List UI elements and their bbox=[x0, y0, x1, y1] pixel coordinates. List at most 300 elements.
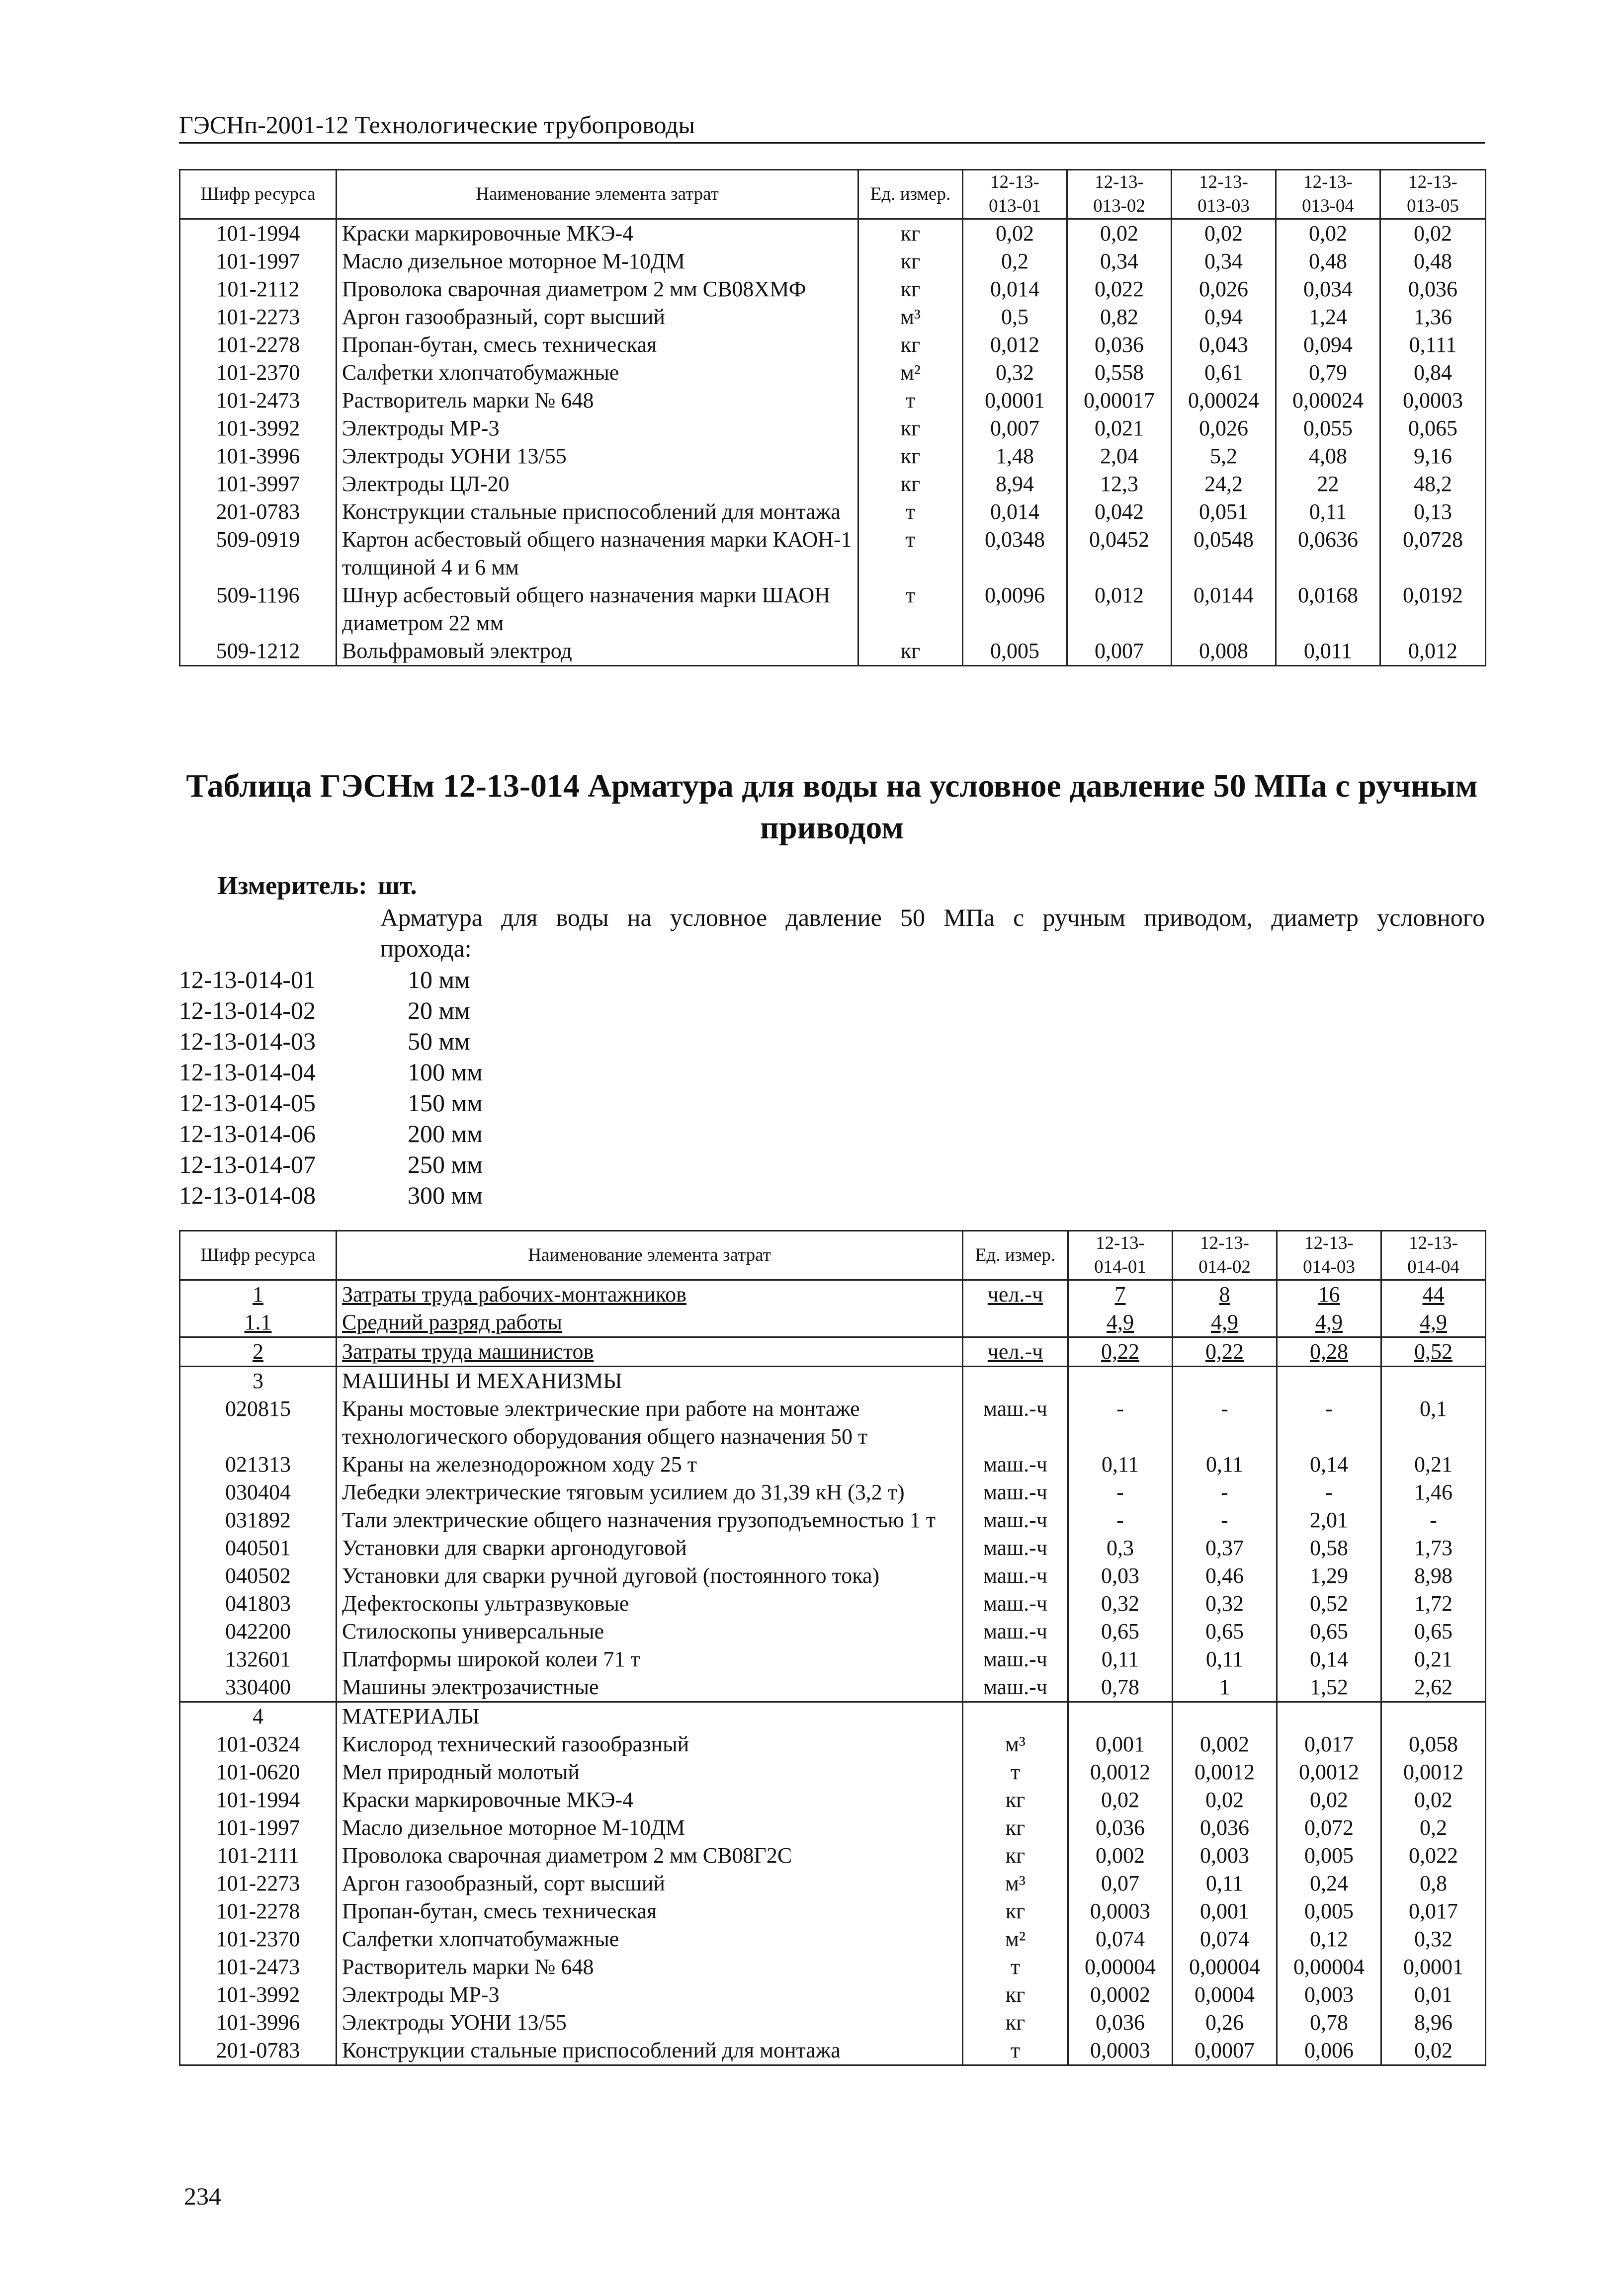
cell-value: 0,001 bbox=[1068, 1730, 1173, 1758]
cell-unit: кг bbox=[858, 331, 963, 359]
cell-resource-code: 101-2278 bbox=[180, 331, 337, 359]
cell-value: 1,46 bbox=[1381, 1478, 1486, 1506]
cell-value: - bbox=[1068, 1478, 1173, 1506]
cell-value: 0,0001 bbox=[963, 387, 1067, 414]
cell-value: 0,00024 bbox=[1172, 387, 1276, 414]
cell-value: 0,32 bbox=[963, 359, 1067, 387]
cell-value: 0,94 bbox=[1172, 303, 1276, 331]
cell-value: 0,00004 bbox=[1068, 1953, 1173, 1981]
cell-value: 0,02 bbox=[1277, 1786, 1381, 1814]
cell-value: - bbox=[1173, 1506, 1277, 1534]
cell-resource-code: 101-0620 bbox=[180, 1758, 337, 1786]
cell-value: 0,02 bbox=[1380, 219, 1486, 248]
table-row bbox=[180, 359, 1486, 387]
table-row bbox=[180, 1534, 1486, 1562]
table-row bbox=[180, 1645, 1486, 1673]
cell-value: 0,005 bbox=[1277, 1842, 1381, 1870]
cell-value: 0,0001 bbox=[1381, 1953, 1486, 1981]
meter-value: шт. bbox=[378, 872, 417, 900]
table-row bbox=[180, 1981, 1486, 2009]
code-list-code: 12-13-014-07 bbox=[179, 1150, 316, 1178]
table-title: Таблица ГЭСНм 12-13-014 Арматура для воды на условное давление 50 МПа с ручным приводом bbox=[186, 768, 1478, 846]
cell-value: 1 bbox=[1173, 1673, 1277, 1702]
header-spec-column bbox=[1277, 1231, 1381, 1280]
table-row bbox=[180, 1842, 1486, 1870]
cell-value: 0,026 bbox=[1172, 275, 1276, 303]
cell-value: 0,558 bbox=[1067, 359, 1172, 387]
cell-value: 0,036 bbox=[1380, 275, 1486, 303]
cell-cost-name: Затраты труда машинистов bbox=[337, 1337, 963, 1367]
cell-unit: маш.-ч bbox=[963, 1534, 1068, 1562]
cell-value: 0,82 bbox=[1067, 303, 1172, 331]
cell-unit: м³ bbox=[858, 303, 963, 331]
cell-value: 0,5 bbox=[963, 303, 1067, 331]
cell-value bbox=[1173, 1367, 1277, 1395]
table-description-continued: прохода: bbox=[380, 934, 472, 962]
code-list-size: 50 мм bbox=[408, 1027, 470, 1055]
cell-value: 0,036 bbox=[1068, 2009, 1173, 2037]
cell-value: 0,11 bbox=[1276, 498, 1380, 526]
cell-cost-name: Установки для сварки ручной дуговой (постоянного тока) bbox=[337, 1562, 963, 1590]
cell-value: 0,074 bbox=[1173, 1925, 1277, 1953]
header-spec-line2: 013-03 bbox=[1197, 196, 1250, 216]
cell-value: 0,00004 bbox=[1277, 1953, 1381, 1981]
cell-value: 1,29 bbox=[1277, 1562, 1381, 1590]
code-list bbox=[179, 964, 483, 1211]
cell-cost-name: Шнур асбестовый общего назначения марки ШАОН диаметром 22 мм bbox=[337, 581, 858, 637]
table-row bbox=[180, 1673, 1486, 1702]
cell-value: 0,13 bbox=[1380, 498, 1486, 526]
cell-value: 48,2 bbox=[1380, 470, 1486, 498]
cell-value: 0,22 bbox=[1173, 1337, 1277, 1367]
cell-value: - bbox=[1381, 1506, 1486, 1534]
header-spec-line1: 12-13- bbox=[990, 172, 1039, 192]
table-row bbox=[180, 1618, 1486, 1645]
cell-resource-code: 040501 bbox=[180, 1534, 337, 1562]
cell-unit: кг bbox=[858, 247, 963, 275]
cell-cost-name: Масло дизельное моторное М-10ДМ bbox=[337, 247, 858, 275]
header-spec-line2: 014-03 bbox=[1303, 1257, 1355, 1277]
cell-value bbox=[1173, 1702, 1277, 1731]
cell-value: 0,003 bbox=[1173, 1842, 1277, 1870]
header-spec-column bbox=[1380, 170, 1486, 219]
table-row bbox=[180, 1730, 1486, 1758]
table-row bbox=[180, 1562, 1486, 1590]
table-row bbox=[180, 387, 1486, 414]
cell-cost-name: Вольфрамовый электрод bbox=[337, 637, 858, 666]
cell-value: 0,0007 bbox=[1173, 2037, 1277, 2065]
cell-cost-name: Краски маркировочные МКЭ-4 bbox=[337, 219, 858, 248]
code-list-code: 12-13-014-02 bbox=[179, 996, 316, 1024]
header-spec-line2: 013-05 bbox=[1407, 196, 1459, 216]
header-cost-name: Наименование элемента затрат bbox=[337, 1231, 963, 1280]
cell-value: 0,00024 bbox=[1276, 387, 1380, 414]
header-spec-line2: 014-04 bbox=[1407, 1257, 1459, 1277]
cell-cost-name: Электроды МР-3 bbox=[337, 414, 858, 442]
cell-value: 0,034 bbox=[1276, 275, 1380, 303]
cell-value: 0,02 bbox=[1068, 1786, 1173, 1814]
cell-unit: кг bbox=[858, 442, 963, 470]
cell-value: - bbox=[1277, 1478, 1381, 1506]
cell-cost-name: Пропан-бутан, смесь техническая bbox=[337, 331, 858, 359]
cell-value: - bbox=[1068, 1395, 1173, 1451]
cell-value: 0,0192 bbox=[1380, 581, 1486, 637]
cell-value: 8,96 bbox=[1381, 2009, 1486, 2037]
cell-cost-name: Растворитель марки № 648 bbox=[337, 1953, 963, 1981]
cell-value: 0,003 bbox=[1277, 1981, 1381, 2009]
cell-value: 0,78 bbox=[1068, 1673, 1173, 1702]
cell-value: 0,65 bbox=[1173, 1618, 1277, 1645]
cell-value: 0,094 bbox=[1276, 331, 1380, 359]
cell-value: 0,02 bbox=[1276, 219, 1380, 248]
code-list-item bbox=[179, 964, 483, 995]
cell-cost-name: Салфетки хлопчатобумажные bbox=[337, 1925, 963, 1953]
cell-value: 0,02 bbox=[1381, 1786, 1486, 1814]
cell-value: 0,0728 bbox=[1380, 526, 1486, 581]
cell-cost-name: МАШИНЫ И МЕХАНИЗМЫ bbox=[337, 1367, 963, 1395]
cell-value: 0,61 bbox=[1172, 359, 1276, 387]
cell-value: 0,0012 bbox=[1381, 1758, 1486, 1786]
cell-unit: маш.-ч bbox=[963, 1645, 1068, 1673]
cell-value: 4,08 bbox=[1276, 442, 1380, 470]
cell-resource-code: 201-0783 bbox=[180, 2037, 337, 2065]
code-list-item bbox=[179, 1149, 483, 1180]
code-list-size: 100 мм bbox=[408, 1058, 483, 1086]
table-row bbox=[180, 470, 1486, 498]
cell-cost-name: Средний разряд работы bbox=[337, 1309, 963, 1337]
cell-value: 0,022 bbox=[1067, 275, 1172, 303]
cell-value: 0,014 bbox=[963, 275, 1067, 303]
cell-value: 0,02 bbox=[1173, 1786, 1277, 1814]
cell-resource-code: 101-2111 bbox=[180, 1842, 337, 1870]
cell-resource-code: 020815 bbox=[180, 1395, 337, 1451]
cell-resource-code: 042200 bbox=[180, 1618, 337, 1645]
cell-value: 0,02 bbox=[1067, 219, 1172, 248]
cell-value: - bbox=[1068, 1506, 1173, 1534]
cell-cost-name: Тали электрические общего назначения грузоподъемностью 1 т bbox=[337, 1506, 963, 1534]
cell-unit: м³ bbox=[963, 1730, 1068, 1758]
cell-value bbox=[1277, 1702, 1381, 1731]
cell-value: 0,017 bbox=[1381, 1897, 1486, 1925]
cell-value: 0,02 bbox=[1381, 2037, 1486, 2065]
table-row bbox=[180, 2037, 1486, 2065]
cell-value: 0,005 bbox=[1277, 1897, 1381, 1925]
cell-unit: м² bbox=[858, 359, 963, 387]
table-row bbox=[180, 247, 1486, 275]
cell-cost-name: Картон асбестовый общего назначения марки КАОН-1 толщиной 4 и 6 мм bbox=[337, 526, 858, 581]
cell-cost-name: Машины электрозачистные bbox=[337, 1673, 963, 1702]
cell-value: 0,007 bbox=[1067, 637, 1172, 666]
cell-value: 0,32 bbox=[1381, 1925, 1486, 1953]
cell-value: 0,11 bbox=[1173, 1645, 1277, 1673]
cell-unit: кг bbox=[858, 219, 963, 248]
cell-value: 0,65 bbox=[1068, 1618, 1173, 1645]
cell-value: 4,9 bbox=[1277, 1309, 1381, 1337]
cell-value: 0,00004 bbox=[1173, 1953, 1277, 1981]
cell-value: 0,11 bbox=[1173, 1451, 1277, 1478]
table-row bbox=[180, 414, 1486, 442]
table-row bbox=[180, 442, 1486, 470]
cell-unit: кг bbox=[858, 470, 963, 498]
code-list-code: 12-13-014-05 bbox=[179, 1089, 316, 1117]
cell-value: 0,0012 bbox=[1068, 1758, 1173, 1786]
header-spec-line1: 12-13- bbox=[1304, 1233, 1354, 1253]
cell-cost-name: Затраты труда рабочих-монтажников bbox=[337, 1280, 963, 1309]
running-head: ГЭСНп-2001-12 Технологические трубопроводы bbox=[179, 111, 695, 139]
cell-value: 44 bbox=[1381, 1280, 1486, 1309]
cell-resource-code: 101-2473 bbox=[180, 1953, 337, 1981]
cell-value: 0,036 bbox=[1067, 331, 1172, 359]
cell-cost-name: Краски маркировочные МКЭ-4 bbox=[337, 1786, 963, 1814]
cell-value: 0,022 bbox=[1381, 1842, 1486, 1870]
cell-value: 0,017 bbox=[1277, 1730, 1381, 1758]
cell-value: 0,111 bbox=[1380, 331, 1486, 359]
cell-unit: кг bbox=[963, 1786, 1068, 1814]
cell-value: 0,005 bbox=[963, 637, 1067, 666]
table-header bbox=[180, 1231, 1486, 1280]
cell-value: 4,9 bbox=[1173, 1309, 1277, 1337]
cell-value: 0,072 bbox=[1277, 1814, 1381, 1842]
cell-value: 0,0548 bbox=[1172, 526, 1276, 581]
cell-unit bbox=[963, 1702, 1068, 1731]
header-spec-line1: 12-13- bbox=[1199, 172, 1248, 192]
cell-resource-code: 101-3992 bbox=[180, 1981, 337, 2009]
cell-unit: маш.-ч bbox=[963, 1590, 1068, 1618]
cell-unit: м² bbox=[963, 1925, 1068, 1953]
cell-value: 8 bbox=[1173, 1280, 1277, 1309]
cell-value: 0,02 bbox=[1172, 219, 1276, 248]
cell-value: 0,07 bbox=[1068, 1870, 1173, 1897]
header-spec-column bbox=[1067, 170, 1172, 219]
cell-resource-code: 101-2370 bbox=[180, 1925, 337, 1953]
cell-cost-name: Проволока сварочная диаметром 2 мм СВ08Г2С bbox=[337, 1842, 963, 1870]
cell-value: 8,98 bbox=[1381, 1562, 1486, 1590]
cell-resource-code: 4 bbox=[180, 1702, 337, 1731]
code-list-size: 200 мм bbox=[408, 1120, 483, 1148]
meter-label: Измеритель: bbox=[218, 872, 367, 900]
cell-cost-name: Мел природный молотый bbox=[337, 1758, 963, 1786]
code-list-size: 10 мм bbox=[408, 966, 470, 993]
cell-value bbox=[1068, 1367, 1173, 1395]
header-spec-line2: 014-02 bbox=[1198, 1257, 1251, 1277]
header-spec-column bbox=[1381, 1231, 1486, 1280]
cell-resource-code: 101-3996 bbox=[180, 442, 337, 470]
cell-unit: кг bbox=[963, 1842, 1068, 1870]
cell-value: 0,11 bbox=[1068, 1451, 1173, 1478]
cell-value: 0,0003 bbox=[1380, 387, 1486, 414]
code-list-item bbox=[179, 1057, 483, 1087]
code-list-item bbox=[179, 1118, 483, 1149]
table-row bbox=[180, 498, 1486, 526]
cell-resource-code: 031892 bbox=[180, 1506, 337, 1534]
cell-resource-code: 101-3996 bbox=[180, 2009, 337, 2037]
cell-value: 0,12 bbox=[1277, 1925, 1381, 1953]
cell-unit: т bbox=[858, 526, 963, 581]
cell-resource-code: 041803 bbox=[180, 1590, 337, 1618]
cell-value: 2,62 bbox=[1381, 1673, 1486, 1702]
cell-resource-code: 101-3992 bbox=[180, 414, 337, 442]
cell-cost-name: Пропан-бутан, смесь техническая bbox=[337, 1897, 963, 1925]
cell-unit: кг bbox=[963, 2009, 1068, 2037]
table-row bbox=[180, 1897, 1486, 1925]
code-list-size: 250 мм bbox=[408, 1150, 483, 1178]
cell-value: 0,008 bbox=[1172, 637, 1276, 666]
table-row bbox=[180, 1395, 1486, 1451]
cell-value: 0,52 bbox=[1277, 1590, 1381, 1618]
cell-unit: маш.-ч bbox=[963, 1562, 1068, 1590]
header-unit: Ед. измер. bbox=[963, 1231, 1068, 1280]
cell-resource-code: 101-2273 bbox=[180, 1870, 337, 1897]
cell-resource-code: 509-1212 bbox=[180, 637, 337, 666]
table-row bbox=[180, 275, 1486, 303]
cell-value: 0,074 bbox=[1068, 1925, 1173, 1953]
cell-value: 0,006 bbox=[1277, 2037, 1381, 2065]
cell-value: 0,52 bbox=[1381, 1337, 1486, 1367]
cell-resource-code: 201-0783 bbox=[180, 498, 337, 526]
cell-cost-name: Аргон газообразный, сорт высший bbox=[337, 303, 858, 331]
cell-resource-code: 132601 bbox=[180, 1645, 337, 1673]
table-description: Арматура для воды на условное давление 50 МПа с ручным приводом, диаметр условного bbox=[380, 903, 1485, 931]
cell-resource-code: 101-1994 bbox=[180, 1786, 337, 1814]
cell-value: 0,48 bbox=[1276, 247, 1380, 275]
cell-unit: т bbox=[963, 2037, 1068, 2065]
table-row bbox=[180, 1758, 1486, 1786]
cell-value: 0,042 bbox=[1067, 498, 1172, 526]
resource-table-013 bbox=[179, 169, 1486, 666]
cell-value: 0,21 bbox=[1381, 1451, 1486, 1478]
header-spec-line1: 12-13- bbox=[1409, 1233, 1458, 1253]
cell-value bbox=[1381, 1367, 1486, 1395]
cell-unit: кг bbox=[963, 1814, 1068, 1842]
header-spec-line1: 12-13- bbox=[1200, 1233, 1249, 1253]
cell-unit: маш.-ч bbox=[963, 1451, 1068, 1478]
table-row bbox=[180, 1337, 1486, 1367]
cell-value: 1,36 bbox=[1380, 303, 1486, 331]
cell-value: - bbox=[1277, 1395, 1381, 1451]
header-spec-line1: 12-13- bbox=[1303, 172, 1353, 192]
code-list-code: 12-13-014-08 bbox=[179, 1181, 316, 1209]
cell-unit: маш.-ч bbox=[963, 1673, 1068, 1702]
code-list-item bbox=[179, 1026, 483, 1057]
cell-cost-name: МАТЕРИАЛЫ bbox=[337, 1702, 963, 1731]
code-list-item bbox=[179, 1087, 483, 1118]
table-row bbox=[180, 1367, 1486, 1395]
cell-value: 0,11 bbox=[1173, 1870, 1277, 1897]
cell-value: 0,48 bbox=[1380, 247, 1486, 275]
cell-value: 1,52 bbox=[1277, 1673, 1381, 1702]
cell-value: 0,46 bbox=[1173, 1562, 1277, 1590]
code-list-size: 20 мм bbox=[408, 996, 470, 1024]
cell-value: 1,24 bbox=[1276, 303, 1380, 331]
table-row bbox=[180, 1280, 1486, 1309]
cell-value: 0,14 bbox=[1277, 1451, 1381, 1478]
cell-resource-code: 101-1994 bbox=[180, 219, 337, 248]
cell-value: 0,012 bbox=[1380, 637, 1486, 666]
header-spec-column bbox=[1172, 170, 1276, 219]
cell-value: - bbox=[1173, 1395, 1277, 1451]
cell-cost-name: Салфетки хлопчатобумажные bbox=[337, 359, 858, 387]
cell-resource-code: 021313 bbox=[180, 1451, 337, 1478]
cell-value: 1,73 bbox=[1381, 1534, 1486, 1562]
cell-value bbox=[1381, 1702, 1486, 1731]
cell-resource-code: 101-1997 bbox=[180, 247, 337, 275]
cell-value: 0,051 bbox=[1172, 498, 1276, 526]
cell-value: 0,2 bbox=[963, 247, 1067, 275]
cell-value: 0,8 bbox=[1381, 1870, 1486, 1897]
cell-value: 0,036 bbox=[1068, 1814, 1173, 1842]
cell-resource-code: 101-2112 bbox=[180, 275, 337, 303]
table-row bbox=[180, 219, 1486, 248]
code-list-size: 300 мм bbox=[408, 1181, 483, 1209]
cell-value: 0,058 bbox=[1381, 1730, 1486, 1758]
cell-cost-name: Краны мостовые электрические при работе на монтаже технологического оборудования общего назначения 50 т bbox=[337, 1395, 963, 1451]
cell-cost-name: Установки для сварки аргонодуговой bbox=[337, 1534, 963, 1562]
cell-unit: маш.-ч bbox=[963, 1395, 1068, 1451]
cell-resource-code: 030404 bbox=[180, 1478, 337, 1506]
cell-value: 1,48 bbox=[963, 442, 1067, 470]
cell-value: 0,036 bbox=[1173, 1814, 1277, 1842]
cell-value: 0,0452 bbox=[1067, 526, 1172, 581]
cell-value: 0,0636 bbox=[1276, 526, 1380, 581]
header-spec-line2: 014-01 bbox=[1094, 1257, 1146, 1277]
cell-unit: т bbox=[858, 581, 963, 637]
header-spec-column bbox=[1173, 1231, 1277, 1280]
cell-unit: чел.-ч bbox=[963, 1280, 1068, 1309]
cell-value: 0,001 bbox=[1173, 1897, 1277, 1925]
cell-resource-code: 1 bbox=[180, 1280, 337, 1309]
cell-value: 0,3 bbox=[1068, 1534, 1173, 1562]
cell-value bbox=[1277, 1367, 1381, 1395]
cell-value: 8,94 bbox=[963, 470, 1067, 498]
cell-cost-name: Электроды УОНИ 13/55 bbox=[337, 2009, 963, 2037]
cell-value: 0,01 bbox=[1381, 1981, 1486, 2009]
cell-value: 0,026 bbox=[1172, 414, 1276, 442]
cell-value: 0,0012 bbox=[1173, 1758, 1277, 1786]
cell-cost-name: Электроды МР-3 bbox=[337, 1981, 963, 2009]
cell-value: - bbox=[1173, 1478, 1277, 1506]
cell-resource-code: 101-2278 bbox=[180, 1897, 337, 1925]
cell-value: 0,26 bbox=[1173, 2009, 1277, 2037]
cell-cost-name: Дефектоскопы ультразвуковые bbox=[337, 1590, 963, 1618]
cell-value: 0,007 bbox=[963, 414, 1067, 442]
cell-resource-code: 101-3997 bbox=[180, 470, 337, 498]
cell-cost-name: Лебедки электрические тяговым усилием до 31,39 кН (3,2 т) bbox=[337, 1478, 963, 1506]
cell-value: 4,9 bbox=[1068, 1309, 1173, 1337]
cell-resource-code: 509-1196 bbox=[180, 581, 337, 637]
cell-resource-code: 101-0324 bbox=[180, 1730, 337, 1758]
table-row bbox=[180, 581, 1486, 637]
cell-unit: чел.-ч bbox=[963, 1337, 1068, 1367]
cell-resource-code: 509-0919 bbox=[180, 526, 337, 581]
cell-value: 0,0002 bbox=[1068, 1981, 1173, 2009]
cell-value: 0,055 bbox=[1276, 414, 1380, 442]
cell-value: 0,0003 bbox=[1068, 1897, 1173, 1925]
table-row bbox=[180, 1451, 1486, 1478]
cell-unit: кг bbox=[963, 1897, 1068, 1925]
cell-value: 5,2 bbox=[1172, 442, 1276, 470]
cell-value: 0,37 bbox=[1173, 1534, 1277, 1562]
cell-unit: маш.-ч bbox=[963, 1478, 1068, 1506]
cell-value: 0,012 bbox=[1067, 581, 1172, 637]
cell-value: 0,14 bbox=[1277, 1645, 1381, 1673]
cell-value: 0,043 bbox=[1172, 331, 1276, 359]
cell-value: 0,002 bbox=[1173, 1730, 1277, 1758]
cell-value: 0,03 bbox=[1068, 1562, 1173, 1590]
cell-value: 0,0003 bbox=[1068, 2037, 1173, 2065]
cell-unit bbox=[963, 1309, 1068, 1337]
cell-value bbox=[1068, 1702, 1173, 1731]
cell-unit: т bbox=[858, 387, 963, 414]
